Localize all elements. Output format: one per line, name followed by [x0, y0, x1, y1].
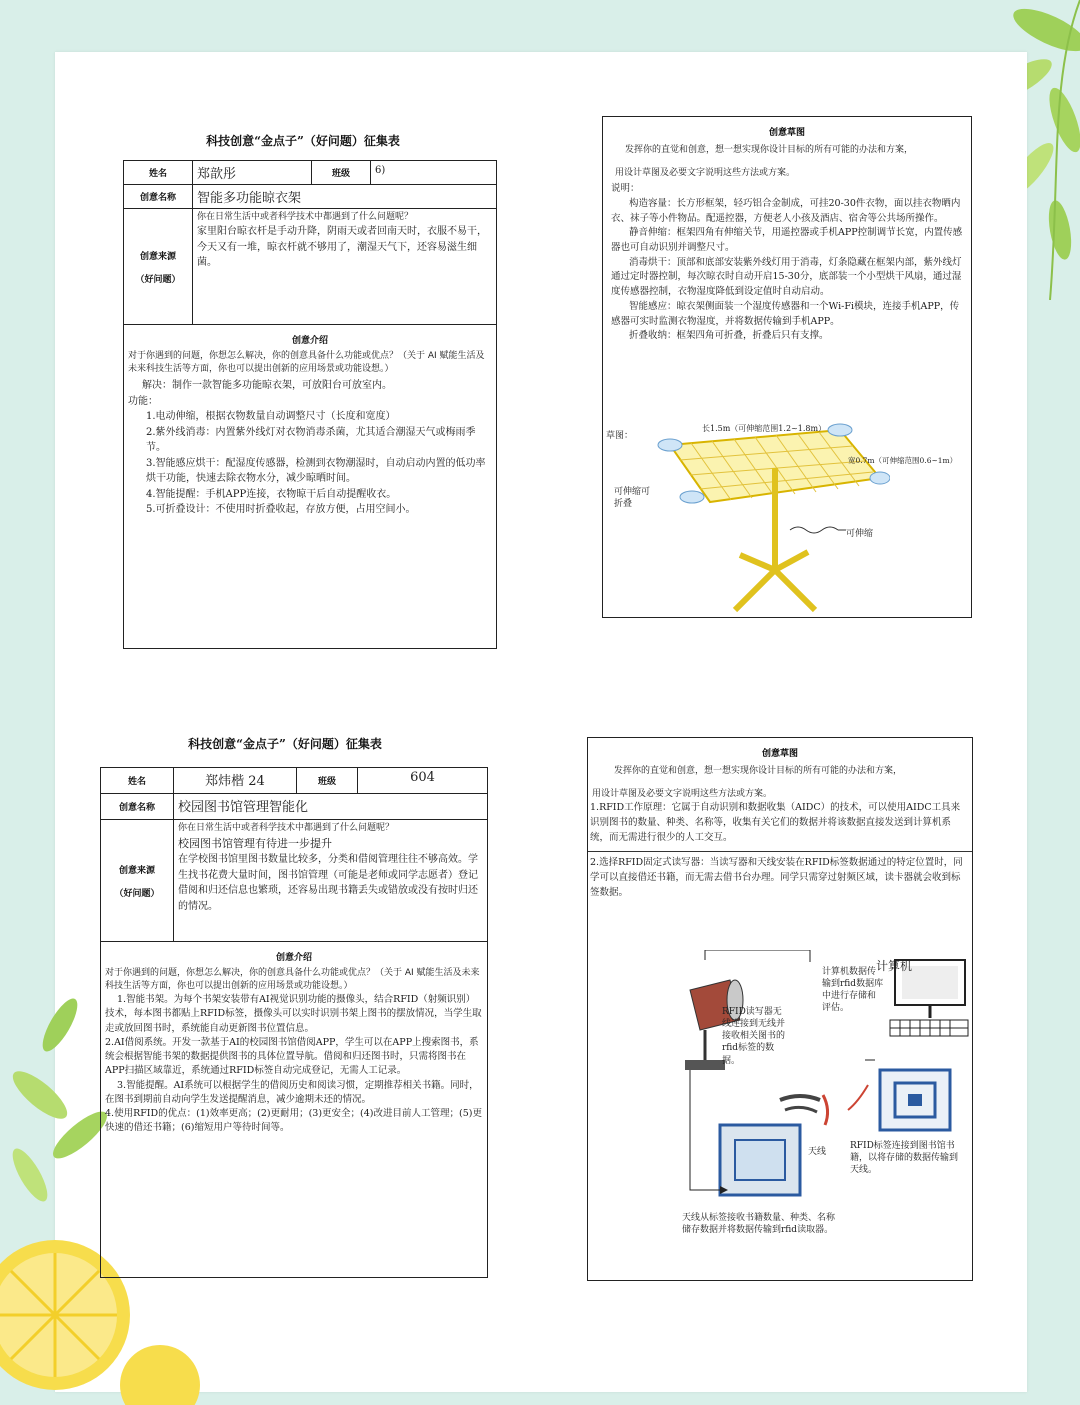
class-value: 6)	[375, 165, 386, 176]
intro-line: 3.智能提醒。AI系统可以根据学生的借阅历史和阅读习惯，定期推荐相关书籍。同时，在图书到期前自动向学生发送提醒消息，减少逾期未还的情况。	[105, 1079, 479, 1105]
sketch1-line: 构造容量：长方形框架，轻巧铝合金制成，可挂20-30件衣物，面以挂衣物晒内衣、袜子等小件物品。配遥控器，方便老人小孩及酒店、宿舍等公共场所操作。	[611, 197, 961, 224]
ann-width: 宽0.7m（可伸缩范围0.6~1m）	[848, 456, 958, 465]
sketch2-prompt-1: 发挥你的直觉和创意，想一想实现你设计目标的所有可能的办法和方案，	[614, 766, 903, 776]
drying-rack-drawing	[640, 420, 890, 616]
form1-table	[123, 160, 497, 649]
source-label: 创意来源	[118, 865, 155, 876]
form2-table	[100, 767, 488, 1278]
source-label-sub: （好问题）	[135, 274, 181, 285]
idea-name-label: 创意名称	[124, 185, 193, 209]
sketch1-line: 折叠收纳：框架四角可折叠，折叠后只有支撑。	[629, 330, 829, 342]
intro-line: 4.智能提醒：手机APP连接，衣物晾干后自动提醒收衣。	[146, 488, 397, 500]
ann-antenna: 天线	[808, 1147, 827, 1157]
intro-head: 创意介绍	[291, 336, 328, 346]
rfid-tag-drawing	[880, 1070, 950, 1130]
name-value: 郑歆彤	[197, 167, 237, 182]
ann-length: 长1.5m（可伸缩范围1.2~1.8m）	[702, 424, 827, 433]
sketch2-line: 1.RFID工作原理：它属于自动识别和数据收集（AIDC）的技术，可以使用AIDC工具来识别图书的数量、种类、名称等，收集有关它们的数据并将该数据直接发送到计算机系统，而无需进行很少的人工交互。	[590, 802, 961, 843]
sketch1-prompt-2: 用设计草图及必要文字说明这些方法或方案。	[615, 168, 796, 179]
idea-name-value: 智能多功能晾衣架	[197, 191, 302, 206]
sketch1-label: 草图：	[606, 431, 634, 441]
ann-antenna-desc: 天线从标签接收书籍数量、种类、名称储存数据并将数据传输到rfid读取器。	[682, 1213, 836, 1236]
ann-reader: RFID读写器无线连接到无线并接收相关图书的rfid标签的数据。	[722, 1007, 786, 1066]
source-line: 在学校图书馆里图书数量比较多，分类和借阅管理往往不够高效。学生找书花费大量时间，图书馆管理（可能是老师或同学志愿者）登记借阅和归还信息也繁琐，还容易出现书籍丢失或错放或没有按时归还的情况。	[178, 854, 478, 912]
sketch1-line: 智能感应：晾衣架侧面装一个湿度传感器和一个Wi-Fi模块，连接手机APP，传感器可实时监测衣物湿度，并将数据传输到手机APP。	[611, 300, 960, 327]
ann-computer: 计算机数据传输到rfid数据库中进行存储和评估。	[822, 967, 884, 1014]
intro-line: 1.智能书架。为每个书架安装带有AI视觉识别功能的摄像头，结合RFID（射频识别）技术，每本图书都贴上RFID标签，摄像头可以实时识别书架上图书的摆放情况，当学生取走或放回图书时，系统能自动更新图书位置信息。	[105, 994, 482, 1034]
sketch1-prompt-1: 发挥你的直觉和创意，想一想实现你设计目标的所有可能的办法和方案，	[625, 145, 914, 155]
form2-title: 科技创意“金点子”（好问题）征集表	[188, 737, 382, 751]
sketch1-line: 静音伸缩：框架四角有伸缩关节，用遥控器或手机APP控制调节长宽，内置传感器也可自动识别并调整尺寸。	[611, 227, 963, 253]
intro-prompt: 对于你遇到的问题，你想怎么解决，你的创意具备什么功能或优点？（关于 AI 赋能生活及未来科技生活等方面，你也可以提出创新的应用场景或功能设想。）	[105, 968, 480, 992]
class-label: 班级	[312, 161, 371, 185]
intro-line: 4.使用RFID的优点：(1)效率更高；(2)更耐用；(3)更安全；(4)改进目前人工管理；(5)更快速的借还书籍；(6)缩短用户等待时间等。	[105, 1108, 482, 1134]
sketch2-prompt-2: 用设计草图及必要文字说明这些方法或方案。	[592, 789, 773, 800]
name-value: 郑炜楷 24	[205, 774, 265, 789]
source-line: 校园图书馆管理有待进一步提升	[178, 837, 332, 851]
source-prompt: 你在日常生活中或者科学技术中都遇到了什么问题呢？	[197, 212, 414, 222]
antenna-drawing	[720, 1125, 800, 1195]
intro-line: 3.智能感应烘干：配湿度传感器，检测到衣物潮湿时，自动启动内置的低功率烘干功能，快速去除衣物水分，减少晾晒时间。	[146, 457, 486, 485]
ann-fold: 可伸缩可折叠	[614, 487, 651, 510]
idea-name-label: 创意名称	[101, 794, 174, 820]
name-label: 姓名	[101, 768, 174, 794]
ann-telescope: 可伸缩	[846, 529, 874, 539]
sketch2-line: 2.选择RFID固定式读写器：当读写器和天线安装在RFID标签数据通过的特定位置时，同学可以直接借还书籍，而无需去借书台办理。同学只需穿过射频区域，读卡器就会收到标签数据。	[590, 857, 963, 898]
source-prompt: 你在日常生活中或者科学技术中都遇到了什么问题呢？	[178, 823, 395, 833]
source-text: 家里阳台晾衣杆是手动升降，阴雨天或者回南天时，衣服不易干，今天又有一堆，晾衣杆就不够用了，潮湿天气下，还容易滋生细菌。	[197, 226, 487, 269]
source-label: 创意来源	[139, 251, 176, 262]
sketch1-line: 说明：	[611, 183, 640, 195]
form1-title: 科技创意“金点子”（好问题）征集表	[206, 134, 400, 148]
intro-line: 解决：制作一款智能多功能晾衣架，可放阳台可放室内。	[142, 380, 392, 392]
class-label: 班级	[297, 768, 358, 794]
sketch2-head: 创意草图	[761, 749, 798, 759]
intro-prompt: 对于你遇到的问题，你想怎么解决，你的创意具备什么功能或优点？（关于 AI 赋能生活及未来科技生活等方面，你也可以提出创新的应用场景或功能设想。）	[128, 351, 485, 375]
sketch1-line: 消毒烘干：顶部和底部安装紫外线灯用于消毒，灯条隐藏在框架内部，紫外线灯通过定时器控制，每次晾衣时自动开启15-30分，底部装一个小型烘干风扇，通过湿度传感器控制，衣物湿度降低到设定值时自动启动。	[611, 256, 962, 298]
ann-tag: RFID标签连接到图书馆书籍，以将存储的数据传输到天线。	[850, 1141, 959, 1176]
sketch1-head: 创意草图	[768, 128, 805, 138]
source-label-sub: （好问题）	[114, 888, 160, 899]
intro-line: 5.可折叠设计：不使用时折叠收起，存放方便，占用空间小。	[146, 504, 416, 516]
class-value: 604	[410, 770, 435, 785]
intro-line: 2.AI借阅系统。开发一款基于AI的校园图书馆借阅APP，学生可以在APP上搜索图书，系统会根据智能书架的数据提供图书的具体位置导航。借阅和归还图书时，只需将图书在APP扫描区域靠近，系统通过RFID标签自动完成登记，无需人工记录。	[105, 1036, 479, 1077]
idea-name-value: 校园图书馆管理智能化	[178, 800, 309, 815]
ann-computer-title: 计算机	[876, 959, 913, 973]
name-label: 姓名	[124, 161, 193, 185]
intro-head: 创意介绍	[275, 953, 312, 963]
intro-line: 功能：	[128, 395, 158, 407]
intro-line: 2.紫外线消毒：内置紫外线灯对衣物消毒杀菌，尤其适合潮湿天气或梅雨季节。	[146, 426, 476, 454]
intro-line: 1.电动伸缩，根据衣物数量自动调整尺寸（长度和宽度）	[146, 411, 396, 423]
